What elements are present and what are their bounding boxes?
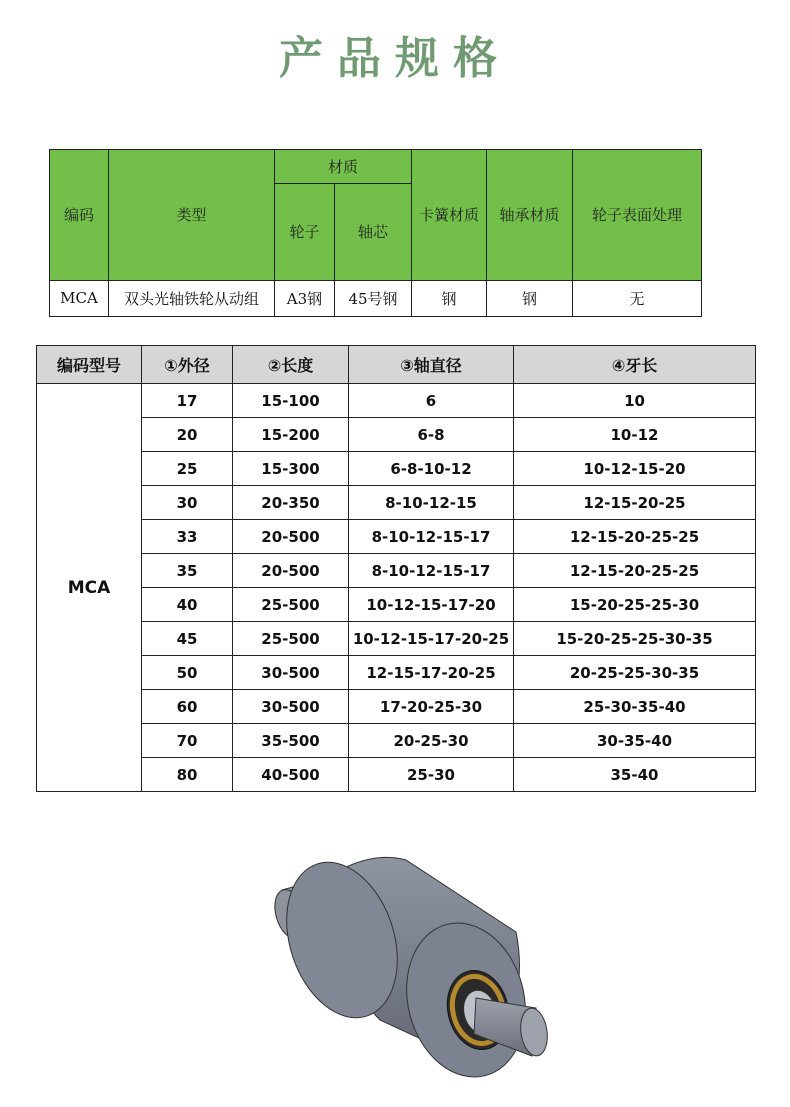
length-cell: 30-500 (233, 656, 349, 690)
thread-length-cell: 12-15-20-25-25 (514, 554, 756, 588)
od-cell: 17 (142, 384, 233, 418)
table-row (37, 588, 756, 622)
thread-length-cell: 25-30-35-40 (514, 690, 756, 724)
length-cell: 20-500 (233, 554, 349, 588)
od-cell: 40 (142, 588, 233, 622)
table-row (37, 418, 756, 452)
length-cell: 25-500 (233, 622, 349, 656)
table-row (37, 486, 756, 520)
length-cell: 30-500 (233, 690, 349, 724)
cell-code: MCA (50, 280, 109, 316)
od-cell: 33 (142, 520, 233, 554)
od-cell: 60 (142, 690, 233, 724)
od-cell: 50 (142, 656, 233, 690)
length-cell: 40-500 (233, 758, 349, 792)
thread-length-cell: 30-35-40 (514, 724, 756, 758)
header-material-group: 材质 (275, 150, 412, 184)
thread-length-cell: 12-15-20-25 (514, 486, 756, 520)
shaft-diameter-cell: 8-10-12-15 (349, 486, 514, 520)
spec-header-thread-length: ④牙长 (514, 346, 756, 384)
thread-length-cell: 15-20-25-25-30-35 (514, 622, 756, 656)
cell-type: 双头光轴铁轮从动组 (109, 280, 275, 316)
header-type: 类型 (109, 150, 275, 281)
table-row (37, 622, 756, 656)
cell-spring-material: 钢 (412, 280, 487, 316)
table-row (37, 724, 756, 758)
header-wheel: 轮子 (275, 184, 335, 281)
shaft-diameter-cell: 8-10-12-15-17 (349, 520, 514, 554)
header-bearing-material: 轴承材质 (487, 150, 573, 281)
cell-wheel: A3钢 (275, 280, 335, 316)
header-shaft: 轴芯 (335, 184, 412, 281)
od-cell: 80 (142, 758, 233, 792)
spec-header-od: ①外径 (142, 346, 233, 384)
thread-length-cell: 15-20-25-25-30 (514, 588, 756, 622)
shaft-diameter-cell: 17-20-25-30 (349, 690, 514, 724)
length-cell: 15-100 (233, 384, 349, 418)
length-cell: 25-500 (233, 588, 349, 622)
page-title: 产品规格 (279, 33, 511, 84)
od-cell: 70 (142, 724, 233, 758)
spec-code-cell: MCA (37, 384, 142, 792)
shaft-diameter-cell: 10-12-15-17-20 (349, 588, 514, 622)
header-surface: 轮子表面处理 (573, 150, 702, 281)
table-row (37, 758, 756, 792)
shaft-diameter-cell: 6-8-10-12 (349, 452, 514, 486)
shaft-diameter-cell: 6-8 (349, 418, 514, 452)
length-cell: 15-200 (233, 418, 349, 452)
table-row (37, 554, 756, 588)
thread-length-cell: 10-12-15-20 (514, 452, 756, 486)
od-cell: 45 (142, 622, 233, 656)
cell-shaft: 45号钢 (335, 280, 412, 316)
cell-surface: 无 (573, 280, 702, 316)
thread-length-cell: 10-12 (514, 418, 756, 452)
spec-table (36, 345, 756, 792)
material-table (49, 149, 702, 317)
header-spring-material: 卡簧材质 (412, 150, 487, 281)
thread-length-cell: 12-15-20-25-25 (514, 520, 756, 554)
roller-illustration (230, 830, 570, 1090)
shaft-diameter-cell: 12-15-17-20-25 (349, 656, 514, 690)
table-row (37, 690, 756, 724)
spec-header-code: 编码型号 (37, 346, 142, 384)
header-code: 编码 (50, 150, 109, 281)
spec-header-shaft-diameter: ③轴直径 (349, 346, 514, 384)
roller-body (268, 848, 541, 1090)
length-cell: 20-500 (233, 520, 349, 554)
od-cell: 35 (142, 554, 233, 588)
shaft-diameter-cell: 10-12-15-17-20-25 (349, 622, 514, 656)
shaft-diameter-cell: 8-10-12-15-17 (349, 554, 514, 588)
thread-length-cell: 35-40 (514, 758, 756, 792)
length-cell: 15-300 (233, 452, 349, 486)
length-cell: 20-350 (233, 486, 349, 520)
shaft-diameter-cell: 6 (349, 384, 514, 418)
table-row (37, 520, 756, 554)
shaft-diameter-cell: 20-25-30 (349, 724, 514, 758)
thread-length-cell: 10 (514, 384, 756, 418)
spec-header-length: ②长度 (233, 346, 349, 384)
od-cell: 30 (142, 486, 233, 520)
cell-bearing-material: 钢 (487, 280, 573, 316)
table-row (37, 656, 756, 690)
table-row (37, 384, 756, 418)
table-row (37, 452, 756, 486)
od-cell: 25 (142, 452, 233, 486)
length-cell: 35-500 (233, 724, 349, 758)
shaft-diameter-cell: 25-30 (349, 758, 514, 792)
thread-length-cell: 20-25-25-30-35 (514, 656, 756, 690)
od-cell: 20 (142, 418, 233, 452)
